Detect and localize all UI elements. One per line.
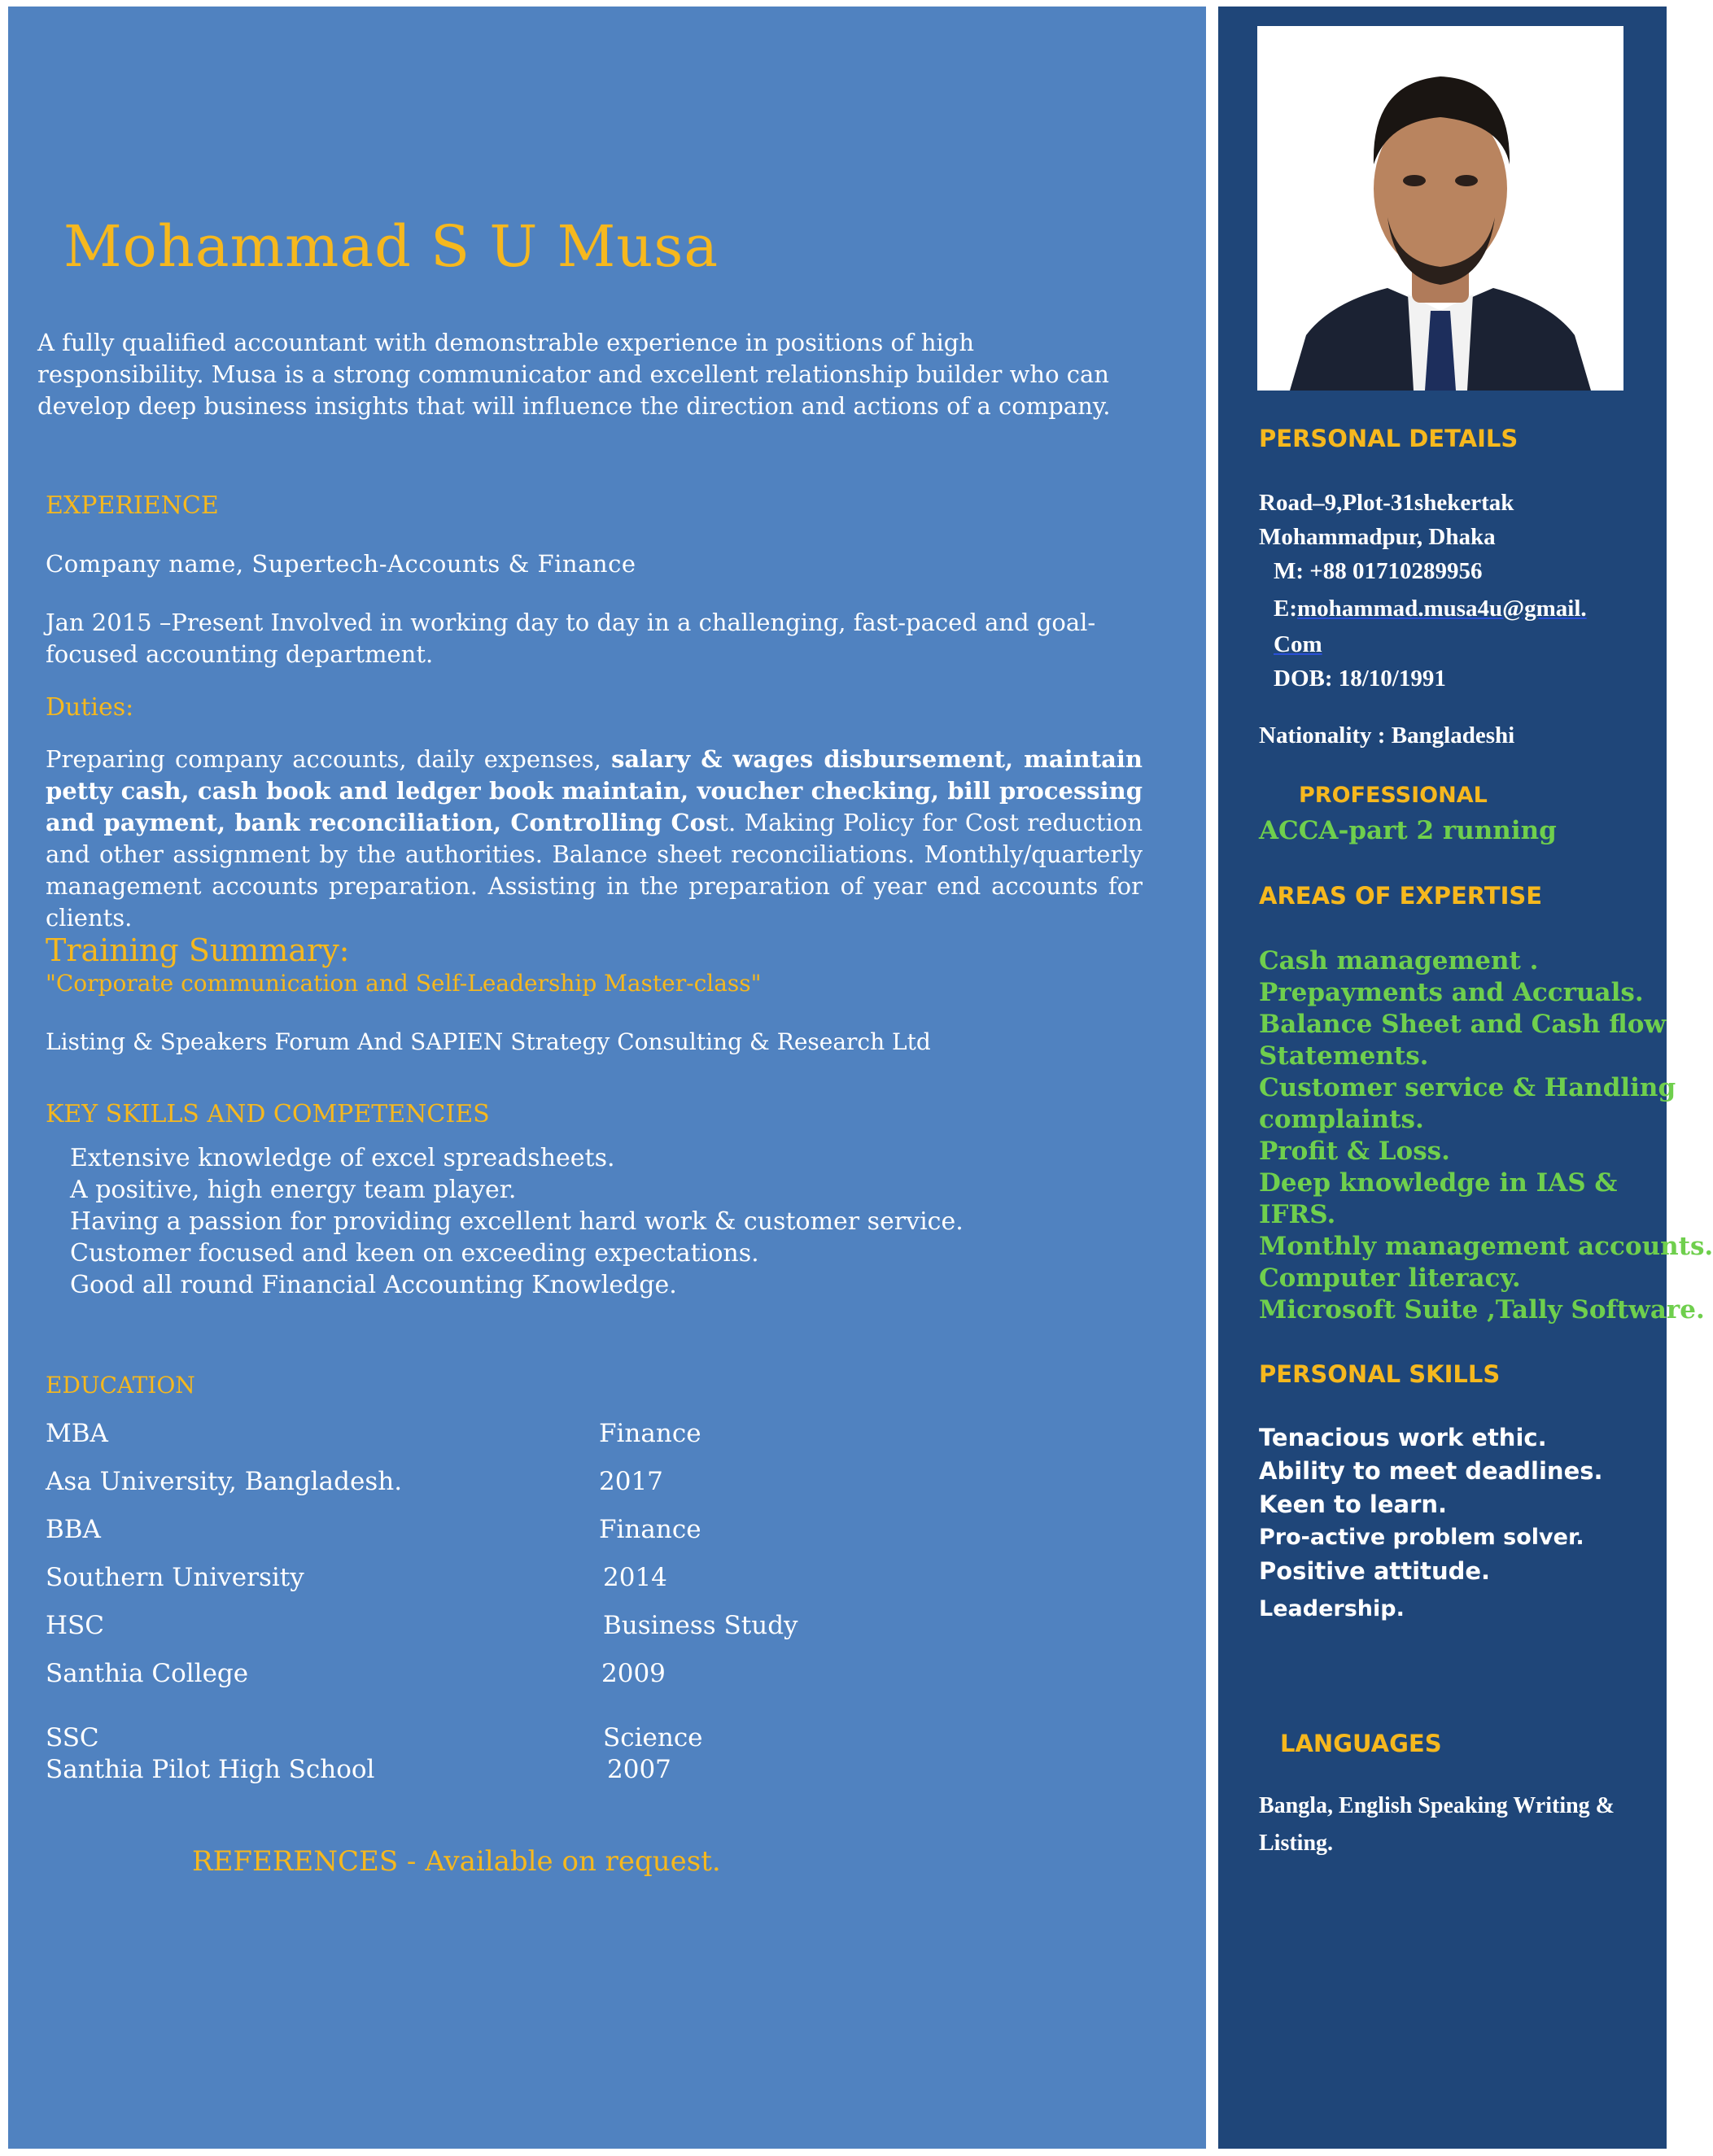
email-link[interactable]: mohammad.musa4u@gmail. (1297, 596, 1587, 622)
company-name: Company name, Supertech-Accounts & Finance (46, 550, 636, 578)
personal-skill-item: Pro-active problem solver. (1259, 1525, 1584, 1550)
education-degree: SSC (46, 1723, 99, 1752)
expertise-item: Customer service & Handling (1259, 1073, 1676, 1102)
education-heading: EDUCATION (46, 1372, 195, 1399)
education-year: 2014 (603, 1563, 667, 1592)
education-subject: Finance (599, 1515, 701, 1544)
address-line-2: Mohammadpur, Dhaka (1259, 524, 1496, 550)
education-degree: MBA (46, 1419, 108, 1448)
personal-skill-item: Leadership. (1259, 1596, 1405, 1621)
job-description: Jan 2015 –Present Involved in working day to day in a challenging, fast-paced and goal-focused accounting department. (46, 609, 1096, 668)
expertise-item: Cash management . (1259, 946, 1539, 975)
date-of-birth: DOB: 18/10/1991 (1274, 666, 1446, 692)
education-degree: BBA (46, 1515, 101, 1544)
duties-bold: salary & wages disbursement, maintain petty cash, cash book and ledger book maintain, voucher checking, bill processing and payment, bank reconciliation, Controlling Cos (46, 745, 1143, 836)
training-heading: Training Summary: (46, 932, 350, 968)
personal-details-heading: PERSONAL DETAILS (1259, 425, 1519, 452)
nationality: Nationality : Bangladeshi (1259, 722, 1515, 748)
email-link-continued[interactable]: Com (1274, 631, 1322, 657)
personal-skill-item: Keen to learn. (1259, 1490, 1448, 1518)
references-note: REFERENCES - Available on request. (192, 1845, 721, 1878)
education-institution: Santhia College (46, 1659, 249, 1688)
education-institution: Santhia Pilot High School (46, 1755, 375, 1784)
experience-heading: EXPERIENCE (46, 491, 219, 520)
skills-heading: KEY SKILLS AND COMPETENCIES (46, 1100, 490, 1128)
training-provider: Listing & Speakers Forum And SAPIEN Strategy Consulting & Research Ltd (46, 1028, 931, 1055)
expertise-item: IFRS. (1259, 1200, 1336, 1229)
expertise-heading: AREAS OF EXPERTISE (1259, 882, 1543, 910)
email-line (1274, 591, 1587, 626)
duties-intro: Preparing company accounts, daily expenses, (46, 745, 612, 773)
resume-name: Mohammad S U Musa (63, 213, 719, 280)
expertise-item: Monthly management accounts. (1259, 1232, 1713, 1261)
skill-item: Customer focused and keen on exceeding expectations. (70, 1239, 759, 1268)
education-degree: HSC (46, 1611, 104, 1640)
education-year: 2009 (601, 1659, 666, 1688)
address-line-1: Road–9,Plot-31shekertak (1259, 490, 1514, 516)
skills-list (70, 1142, 964, 1301)
expertise-item: Balance Sheet and Cash flow (1259, 1010, 1667, 1039)
expertise-item: complaints. (1259, 1105, 1424, 1134)
duties-text (46, 744, 1143, 934)
mobile-number: M: +88 01710289956 (1274, 558, 1483, 584)
expertise-item: Profit & Loss. (1259, 1137, 1450, 1166)
expertise-item: Deep knowledge in IAS & (1259, 1168, 1618, 1198)
education-institution: Asa University, Bangladesh. (46, 1467, 403, 1496)
skill-item: Extensive knowledge of excel spreadsheets. (70, 1144, 615, 1172)
personal-skill-item: Ability to meet deadlines. (1259, 1457, 1603, 1485)
expertise-item: Microsoft Suite ,Tally Software. (1259, 1295, 1705, 1325)
skill-item: Good all round Financial Accounting Knowledge. (70, 1271, 677, 1299)
email-prefix: E: (1274, 596, 1297, 622)
languages-heading: LANGUAGES (1280, 1730, 1442, 1757)
duties-label: Duties: (46, 693, 134, 722)
languages-line-2: Listing. (1259, 1831, 1334, 1856)
training-course: "Corporate communication and Self-Leadership Master-class" (46, 970, 762, 997)
education-year: 2007 (607, 1755, 671, 1784)
personal-skill-item: Tenacious work ethic. (1259, 1424, 1547, 1451)
expertise-item: Computer literacy. (1259, 1263, 1521, 1293)
skill-item: A positive, high energy team player. (70, 1176, 517, 1204)
education-subject: Finance (599, 1419, 701, 1448)
languages-line-1: Bangla, English Speaking Writing & (1259, 1793, 1615, 1818)
expertise-item: Statements. (1259, 1041, 1429, 1071)
professional-heading: PROFESSIONAL (1299, 783, 1488, 808)
expertise-list (1259, 945, 1713, 1326)
duties-rest: t. Making Policy for Cost reduction and other assignment by the authorities. Balance sheet reconciliations. Monthly/quarterly management accounts preparation. Assisting in the preparation of year end accounts for clients. (46, 809, 1143, 932)
expertise-item: Prepayments and Accruals. (1259, 978, 1644, 1007)
education-subject: Business Study (603, 1611, 798, 1640)
professional-qualification: ACCA-part 2 running (1259, 816, 1557, 845)
skill-item: Having a passion for providing excellent hard work & customer service. (70, 1207, 964, 1236)
summary-paragraph: A fully qualified accountant with demonstrable experience in positions of high responsibility. Musa is a strong communicator and excellent relationship builder who can develop deep business insights that will influence the direction and actions of a company. (37, 329, 1111, 420)
email-line-2 (1274, 626, 1322, 662)
profile-photo (1257, 26, 1623, 391)
personal-skills-heading: PERSONAL SKILLS (1259, 1360, 1501, 1388)
education-institution: Southern University (46, 1563, 304, 1592)
education-year: 2017 (599, 1467, 663, 1496)
portrait-image (1257, 26, 1623, 391)
education-subject: Science (603, 1723, 703, 1752)
personal-skill-item: Positive attitude. (1259, 1557, 1491, 1585)
